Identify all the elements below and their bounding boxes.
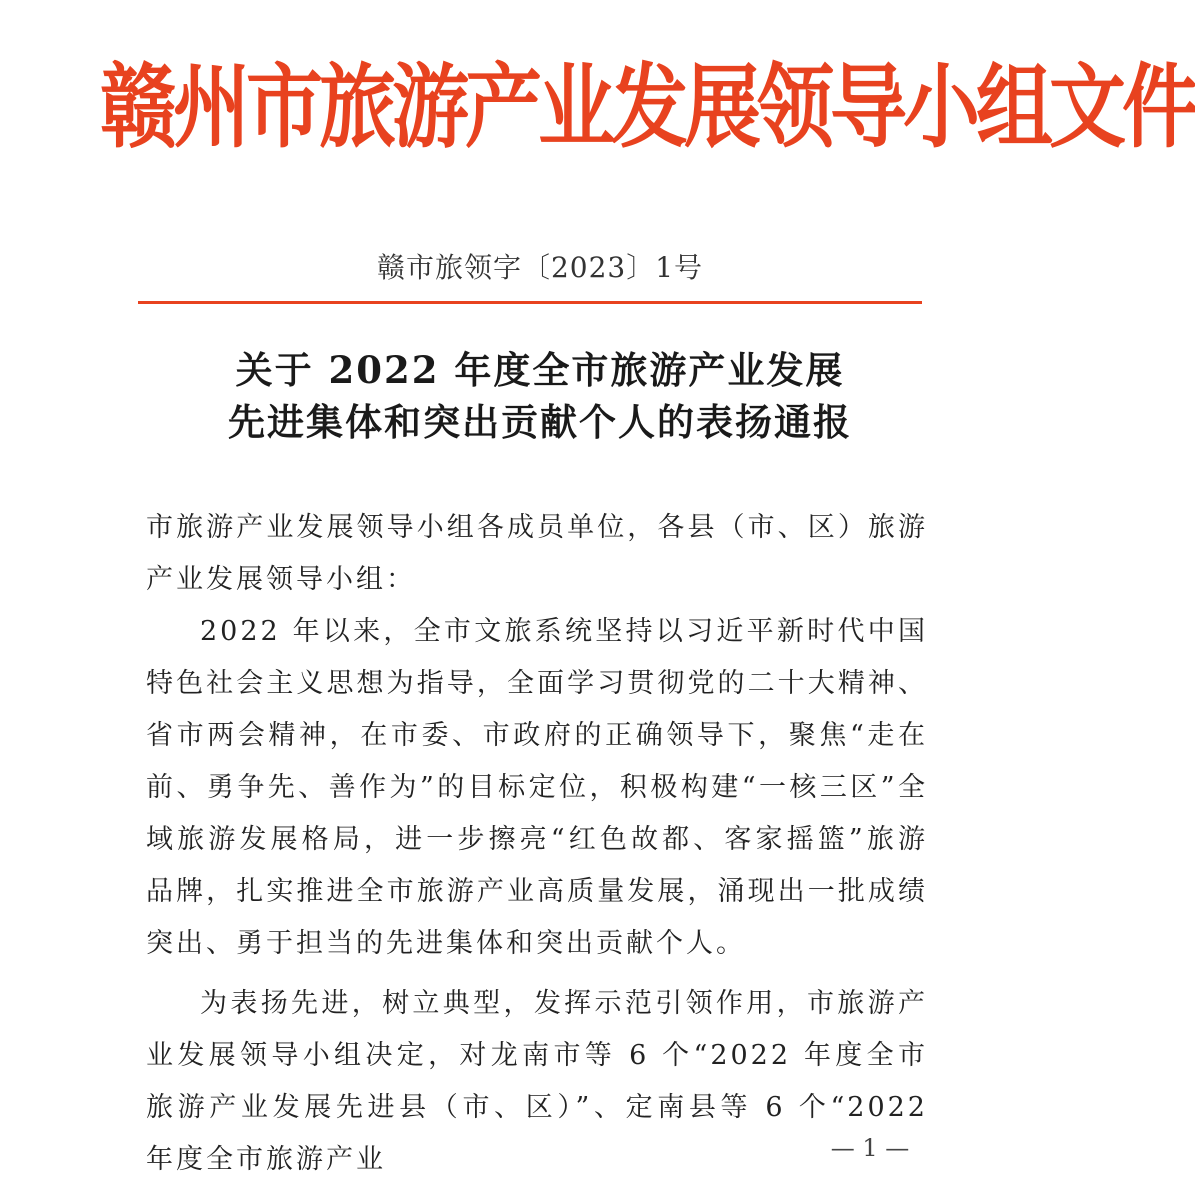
title-line-1: 关于 2022 年度全市旅游产业发展 bbox=[235, 348, 845, 392]
document-number: 赣市旅领字〔2023〕1号 bbox=[376, 251, 704, 284]
title-line-2: 先进集体和突出贡献个人的表扬通报 bbox=[228, 400, 852, 444]
page-number: — 1 — bbox=[830, 1134, 910, 1162]
issuer-header: 赣州市旅游产业发展领导小组文件 bbox=[100, 55, 1195, 161]
paragraph-2: 为表扬先进，树立典型，发挥示范引领作用，市旅游产业发展领导小组决定，对龙南市等 6 个“2022 年度全市旅游产业发展先进县（市、区）”、定南县等 6 个“2022 年度全市旅游产业 bbox=[146, 988, 928, 1175]
red-divider-line bbox=[138, 301, 922, 304]
paragraph-1: 2022 年以来，全市文旅系统坚持以习近平新时代中国特色社会主义思想为指导，全面学习贯彻党的二十大精神、省市两会精神，在市委、市政府的正确领导下，聚焦“走在前、勇争先、善作为”的目标定位，积极构建“一核三区”全域旅游发展格局，进一步擦亮“红色故都、客家摇篮”旅游品牌，扎实推进全市旅游产业高质量发展，涌现出一批成绩突出、勇于担当的先进集体和突出贡献个人。 bbox=[146, 616, 928, 959]
document-body bbox=[146, 502, 928, 1186]
document-title bbox=[100, 344, 980, 448]
salutation: 市旅游产业发展领导小组各成员单位，各县（市、区）旅游产业发展领导小组： bbox=[146, 512, 928, 595]
